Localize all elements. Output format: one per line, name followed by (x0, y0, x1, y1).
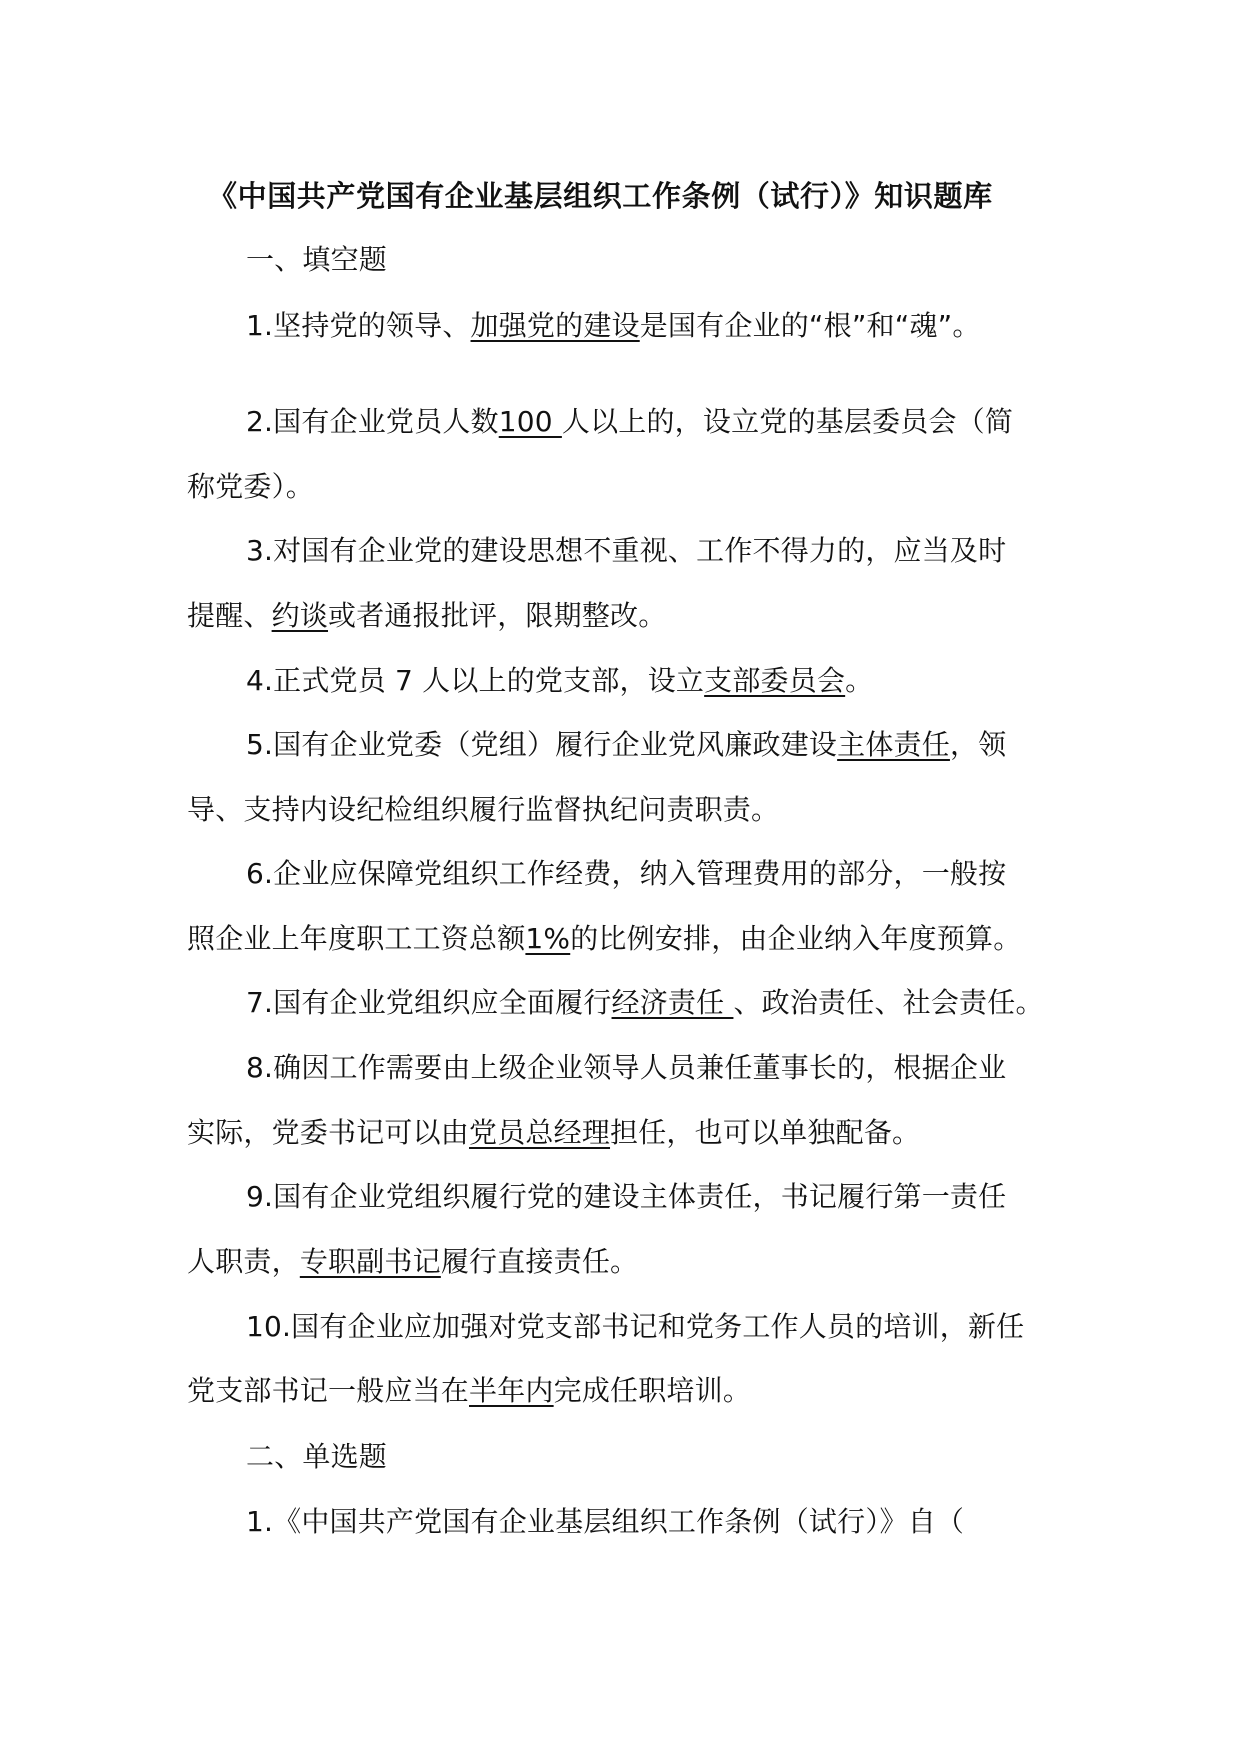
question-text: 2.国有企业党员人数 (246, 405, 499, 438)
question-text: 1.坚持党的领导、 (246, 309, 471, 342)
question-text: 、政治责任、社会责任。 (733, 986, 1044, 1019)
document-title: 《中国共产党国有企业基层组织工作条例（试行）》知识题库 (208, 179, 993, 213)
question-text: 导、支持内设纪检组织履行监督执纪问责职责。 (187, 793, 780, 826)
answer-blank: 约谈 (271, 599, 329, 632)
question-text: 提醒、 (187, 599, 272, 632)
section-heading-fill-blank: 一、填空题 (246, 243, 388, 276)
fill-blank-question-1-line-1 (246, 309, 981, 342)
answer-blank: 主体责任 (837, 728, 950, 761)
fill-blank-question-6-line-1 (246, 857, 1007, 890)
question-text: 7.国有企业党组织应全面履行 (246, 986, 612, 1019)
question-text: 8.确因工作需要由上级企业领导人员兼任董事长的，根据企业 (246, 1051, 1007, 1084)
question-text: 担任，也可以单独配备。 (610, 1116, 921, 1149)
answer-blank: 经济责任 (611, 986, 734, 1019)
fill-blank-question-2-line-1 (246, 405, 1014, 438)
question-text: 1.《中国共产党国有企业基层组织工作条例（试行）》自（ (246, 1505, 965, 1538)
question-text: 5.国有企业党委（党组）履行企业党风廉政建设 (246, 728, 838, 761)
fill-blank-question-4-line-1 (246, 664, 874, 697)
question-text: 的比例安排，由企业纳入年度预算。 (570, 922, 1022, 955)
fill-blank-question-3-line-1 (246, 534, 1007, 567)
answer-blank: 党员总经理 (469, 1116, 611, 1149)
question-text: 党支部书记一般应当在 (187, 1374, 470, 1407)
fill-blank-question-5-line-1 (246, 728, 1007, 761)
question-text: 是国有企业的“根”和“魂”。 (639, 309, 981, 342)
question-text: 人职责， (187, 1245, 300, 1278)
fill-blank-question-8-line-1 (246, 1051, 1007, 1084)
single-choice-question-1-line-1 (246, 1505, 965, 1538)
answer-blank: 1% (525, 922, 571, 955)
question-text: 照企业上年度职工工资总额 (187, 922, 526, 955)
fill-blank-question-3-line-2 (187, 599, 667, 632)
question-text: 6.企业应保障党组织工作经费，纳入管理费用的部分，一般按 (246, 857, 1007, 890)
answer-blank: 支部委员会 (704, 664, 846, 697)
question-text: ，领 (949, 728, 1007, 761)
question-text: 3.对国有企业党的建设思想不重视、工作不得力的，应当及时 (246, 534, 1007, 567)
question-text: 称党委）。 (187, 470, 315, 503)
question-text: 或者通报批评，限期整改。 (328, 599, 667, 632)
question-text: 人以上的，设立党的基层委员会（简 (561, 405, 1014, 438)
fill-blank-question-9-line-2 (187, 1245, 639, 1278)
question-text: 。 (845, 664, 874, 697)
fill-blank-question-5-line-2 (187, 793, 780, 826)
answer-blank: 100 (498, 405, 562, 438)
fill-blank-question-10-line-1 (246, 1310, 1025, 1343)
question-text: 9.国有企业党组织履行党的建设主体责任，书记履行第一责任 (246, 1180, 1007, 1213)
question-text: 10.国有企业应加强对党支部书记和党务工作人员的培训，新任 (246, 1310, 1025, 1343)
fill-blank-question-8-line-2 (187, 1116, 921, 1149)
answer-blank: 加强党的建设 (470, 309, 640, 342)
fill-blank-question-10-line-2 (187, 1374, 752, 1407)
question-text: 实际，党委书记可以由 (187, 1116, 470, 1149)
question-text: 履行直接责任。 (440, 1245, 639, 1278)
answer-blank: 专职副书记 (299, 1245, 441, 1278)
fill-blank-question-9-line-1 (246, 1180, 1007, 1213)
fill-blank-question-6-line-2 (187, 922, 1022, 955)
section-heading-single-choice: 二、单选题 (246, 1440, 388, 1473)
question-text: 4.正式党员 7 人以上的党支部，设立 (246, 664, 705, 697)
fill-blank-question-2-line-2 (187, 470, 315, 503)
fill-blank-question-7-line-1 (246, 986, 1044, 1019)
answer-blank: 半年内 (469, 1374, 554, 1407)
question-text: 完成任职培训。 (553, 1374, 752, 1407)
